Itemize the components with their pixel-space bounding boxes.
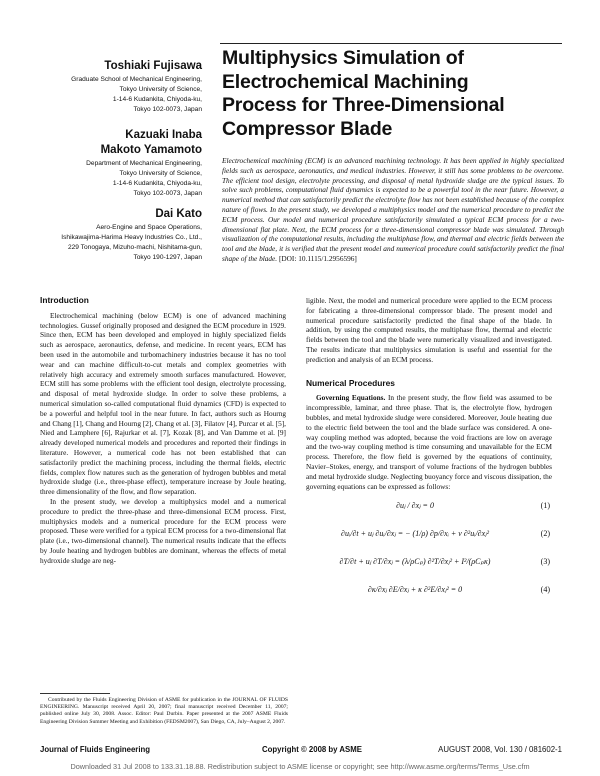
intro-paragraph-2: In the present study, we develop a multiphysics model and a numerical procedure to predict the three-phase and three-dimensional ECM process. First, multiphysics models and a numerical procedure for the ECM process were proposed. These were verified for a typical ECM process for a two-dimensional flat plate (i.e., two-dimensional channel). The numerical results indicate that the effects by Joule heating and hydrogen bubbles are dominant, whereas the effects of metal hydroxide sludge are neg- xyxy=(40,496,286,565)
author-4 xyxy=(40,208,202,263)
section-heading-numerical: Numerical Procedures xyxy=(306,377,395,388)
abstract-text: Electrochemical machining (ECM) is an advanced machining technology. It has been applied in highly specialized fields such as aerospace, aeronautics, and medical industries. However, it still has some problems to be overcome. The efficient tool design, electrolyte processing, and disposal of metal hydroxide sludge are the typical issues. To solve such problems, computational fluid dynamics is expected to be a powerful tool in the near future. However, a numerical method that can satisfactorily predict the electrolyte flow has not been established because of the complex nature of flows. In the present study, we developed a multiphysics model and the numerical procedure to predict the ECM process. Our model and numerical procedure satisfactorily simulated a typical ECM process for a two-dimensional flat plate. Next, the ECM process for a three-dimensional compressor blade was simulated. Through visualization of the computational results, including the multiphase flow, and thermal and electric fields between the tool and the blade, it is verified that the present model and numerical procedure could satisfactorily predict the final shape of the blade. xyxy=(222,156,564,263)
equation-4 xyxy=(306,577,552,603)
equation-number: (4) xyxy=(540,585,550,595)
intro-paragraph-3: ligible. Next, the model and numerical procedure were applied to the ECM process for fabricating a three-dimensional compressor blade. The present model and numerical procedure satisfactorily predicted the final shape of the blade. In addition, by using the computed results, the multiphase flow, thermal and electric fields between the tool and the blade were numerically visualized and investigated. The results indicate that multiphysics simulation is useful and essential for the prediction and analysis of an ECM process. xyxy=(306,296,552,364)
equation-expression: ∂uᵢ/∂t + uⱼ ∂uᵢ/∂xⱼ = − (1/ρ) ∂p/∂xᵢ + ν ∂²uᵢ/∂xⱼ² xyxy=(341,529,489,539)
author-affiliation: Department of Mechanical Engineering, Tokyo University of Science, 1-14-6 Kudankita, Chiyoda-ku, Tokyo 102-0073, Japan xyxy=(86,160,202,197)
abstract xyxy=(222,156,564,264)
footnote-text: Contributed by the Fluids Engineering Division of ASME for publication in the JOURNAL OF FLUIDS ENGINEERING. Manuscript received April 20, 2007; final manuscript received December 11, 2007; published online July 30, 2008. Assoc. Editor: Paul Durbin. Paper presented at the 2007 ASME Fluids Engineering Division Summer Meeting and Exhibition (FEDSM2007), San Diego, CA, July–August 2, 2007. xyxy=(40,697,288,725)
author-block xyxy=(40,60,202,272)
equation-1 xyxy=(306,493,552,519)
equation-expression: ∂T/∂t + uⱼ ∂T/∂xⱼ = (λ/ρCₚ) ∂²T/∂xⱼ² + I²/(ρCₚκ) xyxy=(339,557,491,567)
subheading-governing-equations: Governing Equations. xyxy=(316,393,386,403)
body-column-left xyxy=(40,296,286,566)
equation-expression: ∂uⱼ / ∂xⱼ = 0 xyxy=(396,501,434,511)
section-heading-introduction: Introduction xyxy=(40,295,89,305)
title-rule xyxy=(220,43,562,44)
footnote xyxy=(40,697,288,726)
equation-number: (1) xyxy=(540,501,550,511)
author-2 xyxy=(40,129,202,141)
footer-journal: Journal of Fluids Engineering xyxy=(40,745,151,754)
footer-copyright: Copyright © 2008 by ASME xyxy=(262,745,362,754)
body-column-right xyxy=(306,296,552,605)
download-notice: Downloaded 31 Jul 2008 to 133.31.18.88. Redistribution subject to ASME license or copyright; see http://www.asme.org/terms/Terms_Use.cfm xyxy=(70,762,530,771)
author-1 xyxy=(40,60,202,115)
intro-paragraph-1: Electrochemical machining (below ECM) is one of advanced machining technologies. Gussef originally proposed and designed the ECM procedure in 1929. Since then, ECM has been developed and employed in highly specialized fields such as aerospace, aeronautics, defense, and medicine. In recent years, ECM has been used in the automobile and turbomachinery industries because it has no tool wear and can machine difficult-to-cut metals and complex geometries with relatively high accuracy and extremely smooth surfaces manufactured. However, ECM still has some problems with the efficient tool design, electrolyte processing, and disposal of metal hydroxide sludge. In order to solve these problems, a numerical simulation so-called computational fluid dynamics (CFD) is expected to be a powerful and helpful tool in the near future. In fact, authors such as Hourng and Chang [1], Chang and Hourng [2], Chang et al. [3], Filatov [4], Purcar et al. [5], Nied and Lamphere [6], Rajurkar et al. [7], Kozak [8], and Van Damme et al. [9] already developed numerical models and procedures and reported their findings in literature. However, a numerical code has not been established that can satisfactorily predict the machining process, including the thermal fields, electric fields, complex flow natures such as the generation of hydrogen bubbles and metal hydroxide sludge (i.e., three-phase effect), temperature increase by Joule heating, three dimensionality of the flow, and flow separation. xyxy=(40,310,286,497)
footer-issue: AUGUST 2008, Vol. 130 / 081602-1 xyxy=(438,745,562,754)
author-name: Kazuaki Inaba xyxy=(125,129,202,141)
numerical-paragraph-1 xyxy=(306,393,552,491)
equation-number: (3) xyxy=(540,557,550,567)
equation-expression: ∂κ/∂xⱼ ∂E/∂xⱼ + κ ∂²E/∂xⱼ² = 0 xyxy=(367,585,463,595)
author-affiliation: Aero-Engine and Space Operations, Ishikawajima-Harima Heavy Industries Co., Ltd., 229 Tonogaya, Mizuho-machi, Nishitama-gun, Tokyo 190-1297, Japan xyxy=(61,224,202,261)
footnote-rule xyxy=(40,693,110,694)
equation-number: (2) xyxy=(540,529,550,539)
equation-2 xyxy=(306,521,552,547)
equation-3 xyxy=(306,549,552,575)
author-3 xyxy=(40,144,202,199)
author-name: Dai Kato xyxy=(155,208,202,220)
doi-link[interactable]: [DOI: 10.1115/1.2956596] xyxy=(278,253,357,263)
author-affiliation: Graduate School of Mechanical Engineering, Tokyo University of Science, 1-14-6 Kudankita, Chiyoda-ku, Tokyo 102-0073, Japan xyxy=(71,76,202,113)
author-name: Makoto Yamamoto xyxy=(100,144,202,156)
paper-title: Multiphysics Simulation of Electrochemical Machining Process for Three-Dimensional Compressor Blade xyxy=(222,47,505,140)
numerical-paragraph-text: In the present study, the flow field was assumed to be incompressible, laminar, and three phase. That is, the electrolyte flow, hydrogen bubbles, and metal hydroxide sludge were considered. Moreover, Joule heating due to the electric field between the tool and the blade surface was considered. A one-way coupling method was adopted, because the void fractions are low on average and the two-way coupling method is time consuming and unavailable for the ECM process. Therefore, the flow field is governed by the equations of continuity, Navier–Stokes, energy, and transport of volume fractions of the hydrogen bubbles and metal hydroxide sludge. Neglecting buoyancy force and viscous dissipation, the governing equations can be expressed as follows: xyxy=(306,393,553,491)
author-name: Toshiaki Fujisawa xyxy=(104,60,202,72)
